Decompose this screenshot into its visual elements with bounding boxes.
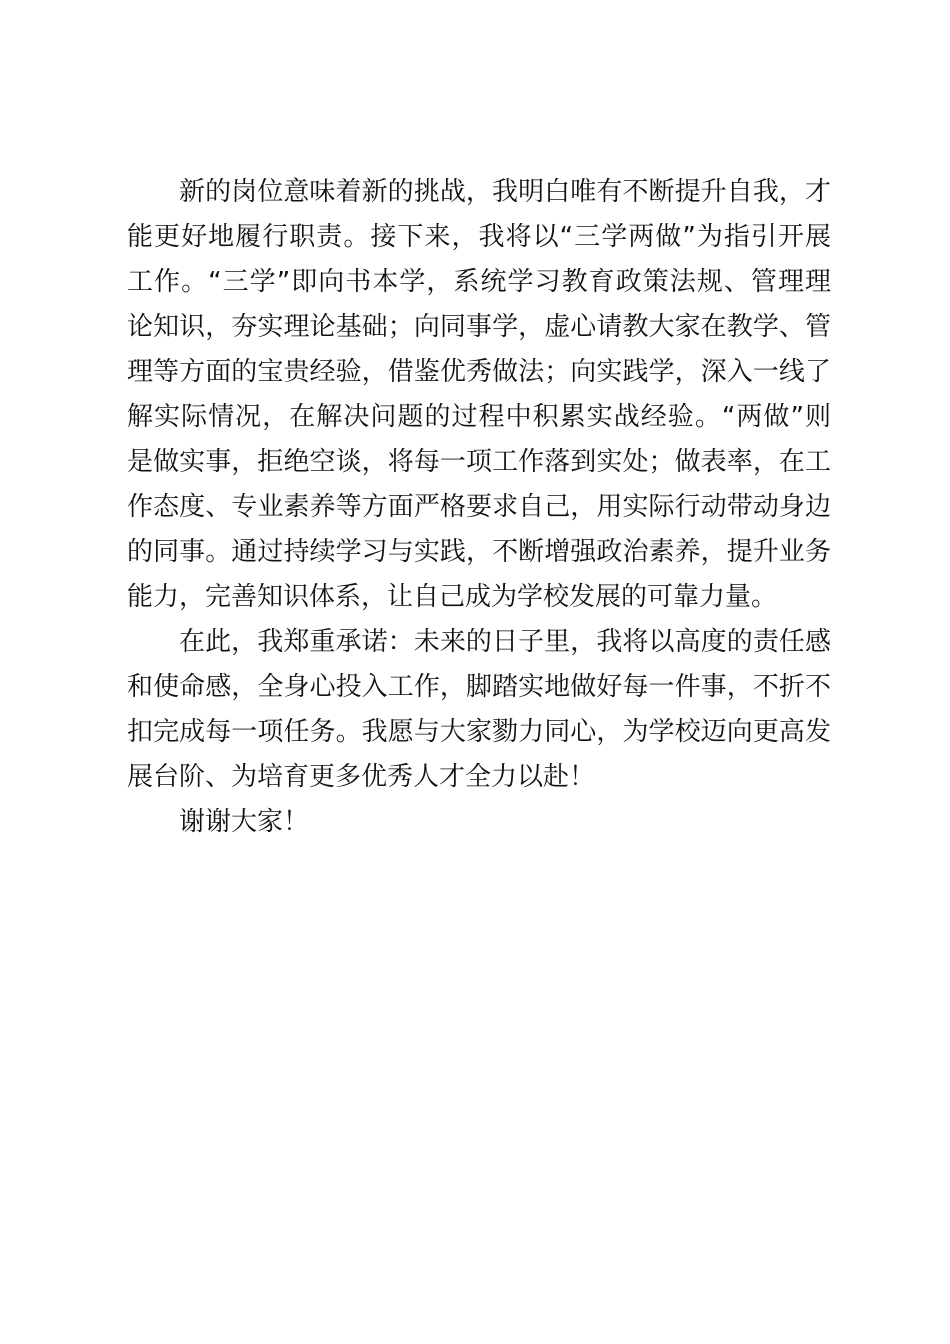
text-line: 展台阶、为培育更多优秀人才全力以赴！ bbox=[127, 762, 596, 792]
text-line: 论知识，夯实理论基础；向同事学，虚心请教大家在教学、管 bbox=[127, 312, 831, 342]
text-line: 和使命感，全身心投入工作，脚踏实地做好每一件事，不折不 bbox=[127, 672, 831, 702]
paragraph-closing bbox=[127, 800, 831, 845]
paragraph-training-plan bbox=[127, 170, 831, 620]
text-line: 理等方面的宝贵经验，借鉴优秀做法；向实践学，深入一线了 bbox=[127, 357, 831, 387]
text-line: 能更好地履行职责。接下来，我将以“三学两做”为指引开展 bbox=[127, 222, 831, 252]
text-line: 在此，我郑重承诺：未来的日子里，我将以高度的责任感 bbox=[179, 627, 831, 657]
text-line: 新的岗位意味着新的挑战，我明白唯有不断提升自我，才 bbox=[179, 177, 831, 207]
text-line: 解实际情况，在解决问题的过程中积累实战经验。“两做”则 bbox=[127, 402, 831, 432]
text-line: 能力，完善知识体系，让自己成为学校发展的可靠力量。 bbox=[127, 582, 778, 612]
document-body bbox=[127, 170, 831, 845]
text-line: 工作。“三学”即向书本学，系统学习教育政策法规、管理理 bbox=[127, 267, 831, 297]
paragraph-commitment bbox=[127, 620, 831, 800]
text-line: 的同事。通过持续学习与实践，不断增强政治素养，提升业务 bbox=[127, 537, 831, 567]
text-line: 作态度、专业素养等方面严格要求自己，用实际行动带动身边 bbox=[127, 492, 831, 522]
text-line: 扣完成每一项任务。我愿与大家勠力同心，为学校迈向更高发 bbox=[127, 717, 831, 747]
text-line: 是做实事，拒绝空谈，将每一项工作落到实处；做表率，在工 bbox=[127, 447, 831, 477]
closing-thanks: 谢谢大家！ bbox=[179, 807, 310, 837]
